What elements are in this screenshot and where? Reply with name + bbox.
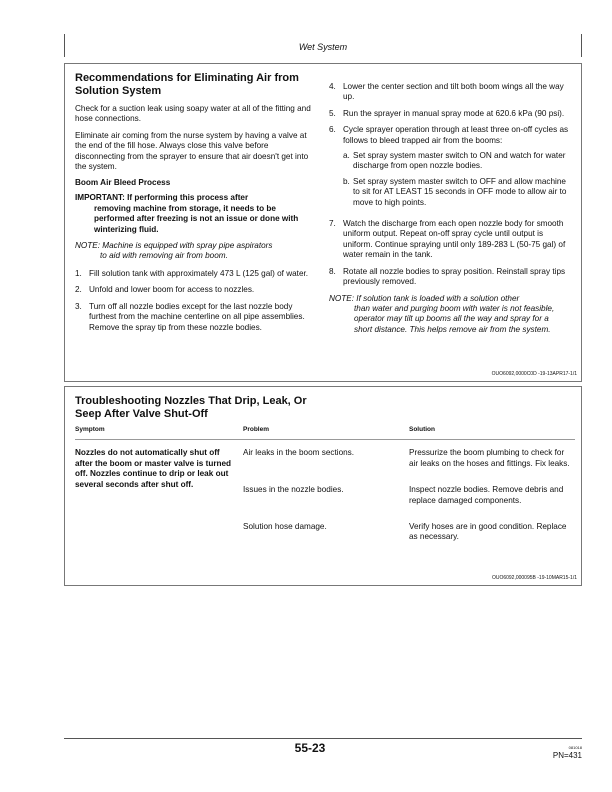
step-number: 7.	[329, 219, 336, 229]
step-1	[75, 269, 311, 279]
step-text: Run the sprayer in manual spray mode at 620.6 kPa (90 psi).	[343, 108, 565, 118]
substep-letter: a.	[343, 151, 350, 161]
step-6	[329, 125, 569, 213]
substep-b	[343, 177, 569, 208]
step-number: 6.	[329, 125, 336, 135]
step-number: 8.	[329, 266, 336, 276]
important-notice	[75, 193, 311, 235]
step-text: Rotate all nozzle bodies to spray position. Reinstall spray tips previously removed.	[343, 266, 566, 287]
step-7	[329, 219, 569, 261]
troubleshooting-section	[64, 386, 582, 586]
footer-rule	[64, 738, 582, 739]
footer-pn: PN=431	[552, 751, 582, 760]
step-number: 2.	[75, 285, 82, 295]
step-8	[329, 267, 569, 288]
important-label: IMPORTANT:	[75, 193, 125, 203]
table-header-row	[75, 425, 575, 440]
step-text: Lower the center section and tilt both boom wings all the way up.	[343, 82, 564, 102]
substep-text: Set spray system master switch to OFF and allow machine to sit for AT LEAST 15 seconds in OFF mode to allow air to move to high points.	[353, 176, 567, 207]
solution-header: Solution	[409, 425, 575, 440]
aspirator-note	[75, 241, 311, 262]
substep-list	[343, 151, 569, 208]
intro-paragraph-2: Eliminate air coming from the nurse system by having a valve at the end of the fill hose. Always close this valve before disconnecting from the sprayer to ensure that air doesn't get into the system.	[75, 130, 309, 172]
intro-paragraph-1: Check for a suction leak using soapy water at all of the fitting and hose connections.	[75, 104, 311, 124]
step-number: 5.	[329, 108, 336, 118]
problem-cell: Air leaks in the boom sections.	[243, 448, 355, 458]
step-number: 1.	[75, 268, 82, 278]
substep-letter: b.	[343, 176, 350, 186]
section1-left-column	[75, 72, 311, 339]
troubleshooting-table-wrap	[75, 425, 575, 551]
solution-tank-note	[329, 294, 569, 336]
problem-header: Problem	[243, 425, 409, 440]
step-text: Unfold and lower boom for access to nozzles.	[89, 285, 255, 295]
note2-body: than water and purging boom with water is not feasible, operator may tilt up booms all the way and spray for a short distance. This helps remove air from the system.	[354, 303, 555, 334]
table-row	[75, 440, 575, 477]
footer-date-code: 081018	[568, 745, 582, 750]
step-text: Cycle sprayer operation through at least three on-off cycles as follows to bleed trapped air from the booms:	[343, 125, 569, 145]
section2-reference-code: OUO6092,000095B -19-10MAR15-1/1	[491, 575, 577, 581]
problem-cell: Issues in the nozzle bodies.	[243, 485, 344, 495]
substep-a	[343, 151, 569, 172]
air-elimination-section	[64, 63, 582, 382]
running-header: Wet System	[298, 42, 348, 52]
step-text: Watch the discharge from each open nozzle body for smooth uniform output. Repeat on-off spray cycle until output is uniform. Continue spraying until only 189-283 L (50-75 gal) of water remain in the tank.	[343, 219, 566, 260]
page-number: 55-23	[294, 741, 326, 755]
step-4	[329, 82, 569, 103]
note2-first-line: NOTE: If solution tank is loaded with a solution other	[329, 293, 520, 303]
step-number: 4.	[329, 82, 336, 91]
note1-first-line: NOTE: Machine is equipped with spray pipe aspirators	[75, 241, 273, 251]
step-3	[75, 302, 311, 333]
step-2	[75, 285, 311, 295]
step-5	[329, 109, 569, 119]
important-body: removing machine from storage, it needs to be performed after freezing is not an issue or done with winterizing fluid.	[94, 203, 299, 234]
step-number: 3.	[75, 301, 82, 311]
step-text: Turn off all nozzle bodies except for the last nozzle body furthest from the machine centerline on all pipe assemblies. Remove the spray tip from these nozzle bodies.	[89, 301, 305, 332]
symptom-cell: Nozzles do not automatically shut off after the boom or master valve is turned off. Nozzles continue to drip or leak out several seconds after shut off.	[75, 448, 232, 489]
important-first-line: If performing this process after	[127, 193, 249, 203]
solution-cell: Verify hoses are in good condition. Replace as necessary.	[409, 522, 567, 542]
solution-cell: Pressurize the boom plumbing to check for air leaks on the hoses and fittings. Fix leaks.	[409, 448, 570, 468]
section1-right-column	[329, 82, 569, 342]
boom-bleed-subhead: Boom Air Bleed Process	[75, 178, 171, 188]
section1-title: Recommendations for Eliminating Air from Solution System	[75, 72, 299, 97]
note1-body: to aid with removing air from boom.	[100, 251, 228, 261]
section1-reference-code: OUO6092,0000C0D -19-13APR17-1/1	[491, 371, 577, 377]
problem-cell: Solution hose damage.	[243, 522, 327, 532]
step-text: Fill solution tank with approximately 473 L (125 gal) of water.	[89, 268, 309, 278]
symptom-header: Symptom	[75, 425, 243, 440]
section2-title: Troubleshooting Nozzles That Drip, Leak, Or Seep After Valve Shut-Off	[75, 395, 307, 420]
troubleshooting-table	[75, 425, 575, 551]
substep-text: Set spray system master switch to ON and watch for water discharge from open nozzle bodies.	[353, 151, 566, 171]
solution-cell: Inspect nozzle bodies. Remove debris and replace damaged components.	[409, 485, 564, 505]
